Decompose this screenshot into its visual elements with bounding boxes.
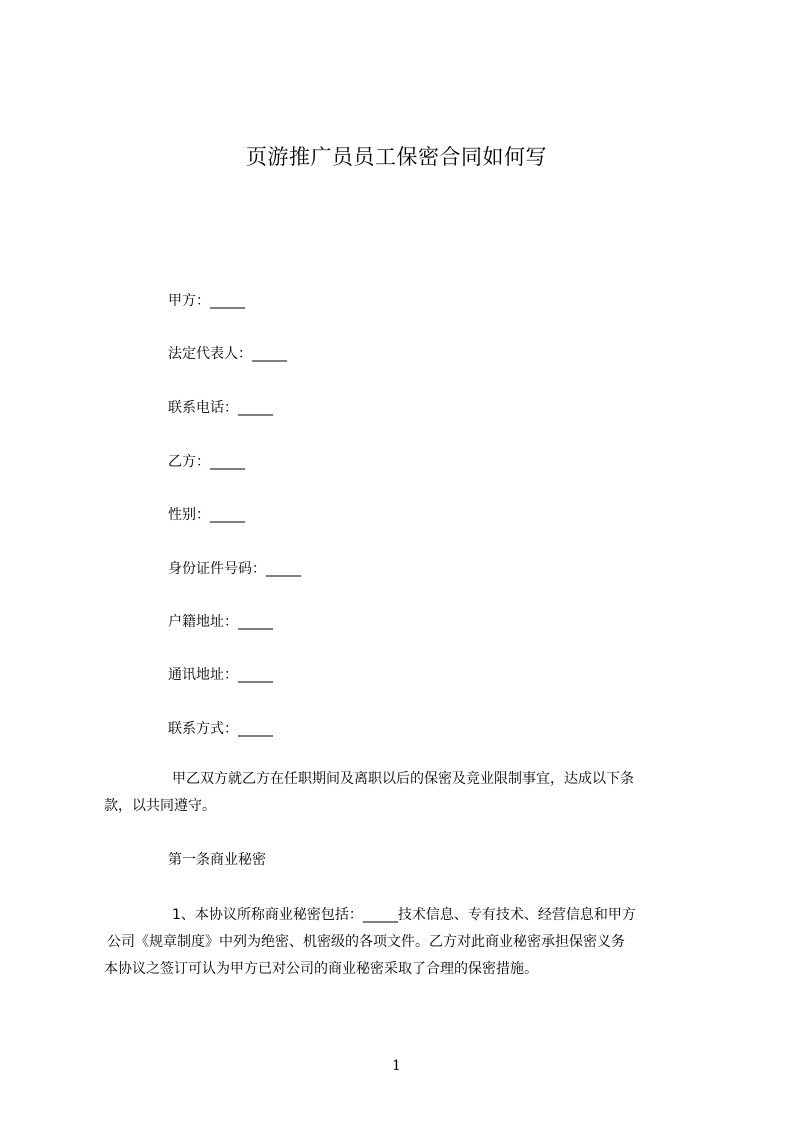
- field-party-b: 乙方：_____: [168, 454, 245, 470]
- clause-1-line-1: 1、本协议所称商业秘密包括：_____技术信息、专有技术、经营信息和甲方: [172, 907, 636, 923]
- document-title: 页游推广员员工保密合同如何写: [246, 145, 547, 169]
- intro-line-2: 款，以共同遵守。: [104, 798, 216, 814]
- clause-1-line-2: 公司《规章制度》中列为绝密、机密级的各项文件。乙方对此商业秘密承担保密义务: [107, 934, 625, 950]
- page-number: 1: [392, 1058, 401, 1074]
- section-1-heading: 第一条商业秘密: [168, 852, 266, 868]
- field-household-address: 户籍地址：_____: [168, 614, 273, 630]
- intro-paragraph: [104, 766, 704, 820]
- field-id-number: 身份证件号码：_____: [168, 561, 301, 577]
- field-gender: 性别：_____: [168, 507, 245, 523]
- field-mailing-address: 通讯地址：_____: [168, 667, 273, 683]
- clause-1-paragraph: [104, 902, 704, 983]
- clause-1-line-3: 本协议之签订可认为甲方已对公司的商业秘密采取了合理的保密措施。: [104, 961, 538, 977]
- field-contact-phone: 联系电话：_____: [168, 400, 273, 416]
- field-legal-representative: 法定代表人：_____: [168, 346, 287, 362]
- field-contact-method: 联系方式：_____: [168, 721, 273, 737]
- field-party-a: 甲方：_____: [168, 293, 245, 309]
- intro-line-1: 甲乙双方就乙方在任职期间及离职以后的保密及竞业限制事宜，达成以下条: [172, 771, 634, 787]
